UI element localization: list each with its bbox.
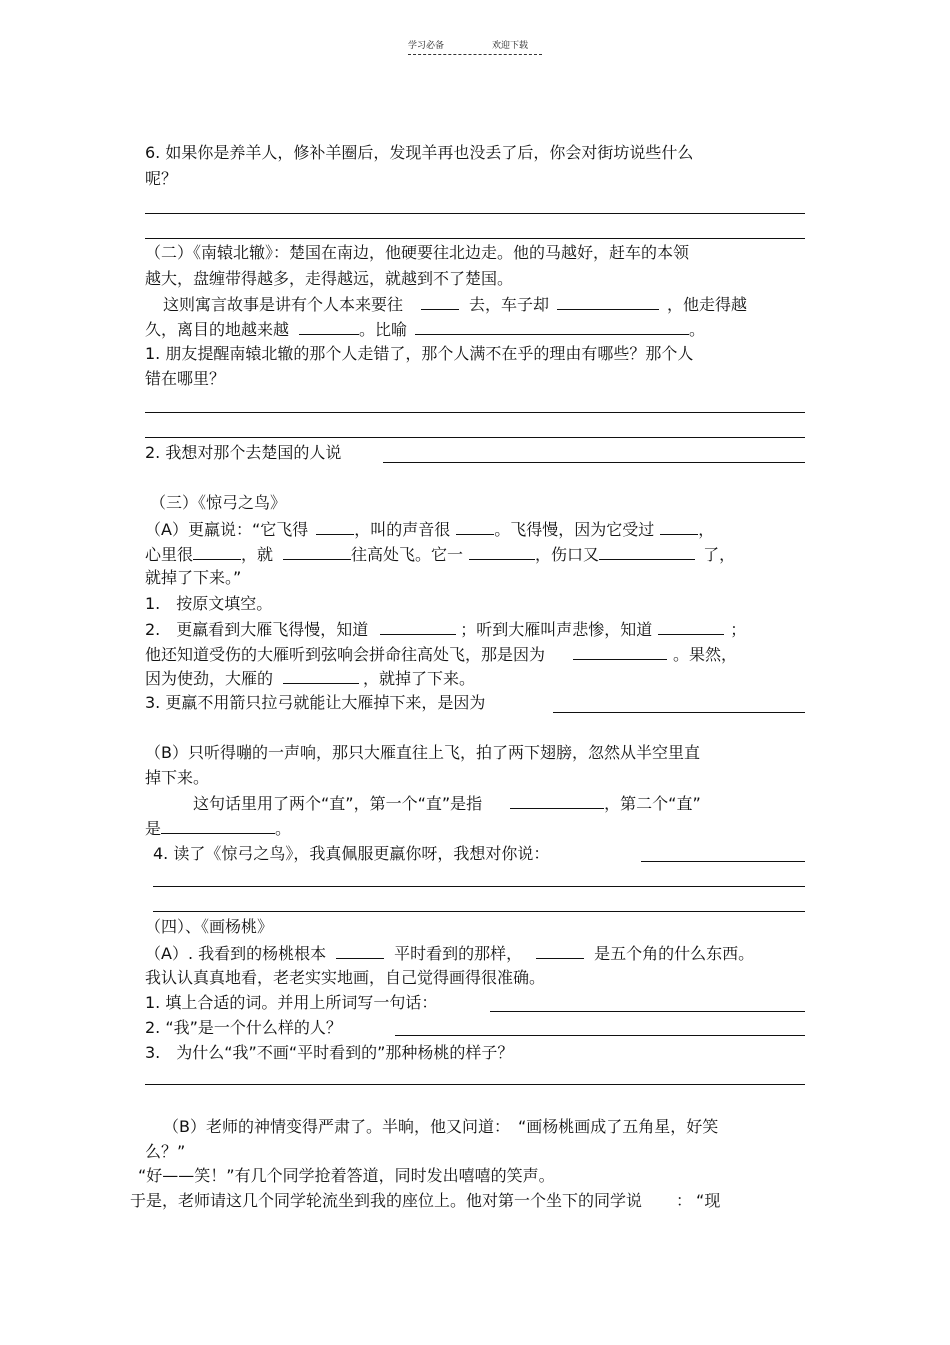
s2-fill-line2 [145, 318, 705, 341]
s2-q1-line2: 错在哪里？ [145, 369, 226, 388]
s3-q2-line2 [145, 643, 737, 666]
s2-fill1-text-a: 这则寓言故事是讲有个人本来要往 [163, 295, 404, 314]
s2-q2-answer-line[interactable] [383, 462, 805, 463]
s3-a2-text-b: ，就 [241, 545, 274, 564]
s3-b-fill-text-b: ，第二个“直” [604, 794, 701, 813]
s3-q2-line3-text-a: 因为使劲，大雁的 [145, 669, 274, 688]
s3-a-line3: 就掉了下来。” [145, 568, 242, 587]
s4-a1-text-c: 是五个角的什么东西。 [594, 944, 755, 963]
header-left: 学习必备 [408, 41, 445, 51]
s3-q4: 4. 读了《惊弓之鸟》，我真佩服更羸你呀，我想对你说： [153, 844, 550, 863]
s3-a2-text-d: ，伤口又 [535, 545, 600, 564]
s2-fill2-text-a: 久，离目的地越来越 [145, 320, 290, 339]
q6-line2: 呢？ [145, 169, 178, 188]
s3-q4-answer-line-2[interactable] [153, 911, 805, 912]
s3-q2-line2-text-b: 。果然， [673, 645, 738, 664]
s4-b-line2: 么？” [145, 1142, 186, 1161]
s3-blank-4[interactable] [193, 543, 241, 560]
s3-a1-text-b: ，叫的声音很 [354, 520, 451, 539]
s4-q2: 2. “我”是一个什么样的人？ [145, 1018, 342, 1037]
s3-b-fill-line2 [145, 817, 291, 840]
s4-title: （四）、《画杨桃》 [145, 917, 274, 936]
s3-q2-line3 [145, 667, 475, 690]
s4-b1-text-b: “画杨桃画成了五角星，好笑 [517, 1117, 719, 1136]
s4-q2-answer-line[interactable] [395, 1035, 805, 1036]
s3-q2-text-c: ； [730, 620, 747, 639]
s3-blank-6[interactable] [469, 543, 535, 560]
s4-blank-1[interactable] [336, 942, 384, 959]
s3-a-line1 [145, 518, 714, 541]
s4-q1-answer-line[interactable] [490, 1011, 805, 1012]
s3-a2-text-c: 往高处飞。它一 [351, 545, 464, 564]
s3-blank-1[interactable] [316, 518, 354, 535]
s3-q2-line2-text-a: 他还知道受伤的大雁听到弦响会拼命往高处飞，那是因为 [145, 645, 546, 664]
s3-q2-text-a: 2. 更羸看到大雁飞得慢，知道 [145, 620, 369, 639]
s3-q3: 3. 更羸不用箭只拉弓就能让大雁掉下来，是因为 [145, 693, 486, 712]
s4-b-line4 [130, 1190, 720, 1212]
s2-fill1-text-b: 去，车子却 [469, 295, 550, 314]
q6-answer-line-2[interactable] [145, 238, 805, 239]
s4-q3-answer-line[interactable] [145, 1084, 805, 1085]
s4-blank-2[interactable] [536, 942, 584, 959]
s4-q1: 1. 填上合适的词。并用上所词写一句话： [145, 993, 438, 1012]
page-header [408, 38, 528, 51]
header-right: 欢迎下载 [492, 41, 529, 51]
s3-q2-text-b: ；听到大雁叫声悲惨，知道 [460, 620, 653, 639]
s4-q3: 3. 为什么“我”不画“平时看到的”那种杨桃的样子？ [145, 1043, 514, 1062]
s3-a-line2 [145, 543, 735, 566]
s3-q3-answer-line[interactable] [553, 712, 805, 713]
s2-line1: （二）《南辕北辙》：楚国在南边，他硬要往北边走。他的马越好，赶车的本领 [145, 243, 690, 262]
s3-b-fill2-text-a: 是 [145, 819, 162, 838]
s4-a1-text-a: （A）. 我看到的杨桃根本 [145, 944, 327, 963]
s4-b-line3: “好——笑！”有几个同学抢着答道，同时发出嘻嘻的笑声。 [138, 1166, 555, 1185]
s2-fill-line1 [163, 293, 747, 316]
q6-line1: 6. 如果你是养羊人，修补羊圈后，发现羊再也没丢了后，你会对街坊说些什么 [145, 143, 694, 162]
s3-blank-13[interactable] [161, 817, 275, 834]
s2-q2: 2. 我想对那个去楚国的人说 [145, 443, 342, 462]
s2-q1-answer-line-1[interactable] [145, 412, 805, 413]
s3-blank-7[interactable] [599, 543, 695, 560]
s2-blank-4[interactable] [415, 318, 689, 335]
s3-b-fill-line1 [193, 792, 701, 815]
s3-q4-answer-line-1[interactable] [153, 886, 805, 887]
s4-a1-text-b: 平时看到的那样， [394, 944, 523, 963]
s3-blank-8[interactable] [380, 618, 456, 635]
s3-q2-line1 [145, 618, 746, 641]
s2-q1-answer-line-2[interactable] [145, 437, 805, 438]
s4-b4-text-c: “现 [696, 1191, 721, 1210]
s2-blank-2[interactable] [557, 293, 659, 310]
s3-a2-text-e: 了， [703, 545, 736, 564]
s3-blank-12[interactable] [510, 792, 604, 809]
s2-blank-1[interactable] [421, 293, 459, 310]
s2-fill2-text-b: 。比喻 [359, 320, 408, 339]
s2-blank-3[interactable] [299, 318, 359, 335]
s3-blank-5[interactable] [283, 543, 351, 560]
s2-fill1-text-c: ，他走得越 [667, 295, 748, 314]
s4-a-line1 [145, 942, 754, 965]
s4-a-line2: 我认认真真地看，老老实实地画，自己觉得画得很准确。 [145, 968, 546, 987]
q6-answer-line-1[interactable] [145, 213, 805, 214]
s4-b1-text-a: （B）老师的神情变得严肃了。半晌，他又问道： [163, 1117, 510, 1136]
s3-q1: 1. 按原文填空。 [145, 594, 273, 613]
s3-b-line1: （B）只听得嘣的一声响，那只大雁直往上飞，拍了两下翅膀，忽然从半空里直 [145, 743, 700, 762]
s3-blank-9[interactable] [658, 618, 724, 635]
s2-line2: 越大，盘缠带得越多，走得越远，就越到不了楚国。 [145, 269, 514, 288]
s2-q1-line1: 1. 朋友提醒南辕北辙的那个人走错了，那个人满不在乎的理由有哪些？那个人 [145, 344, 694, 363]
s3-b-line2: 掉下来。 [145, 768, 210, 787]
header-rule [408, 54, 542, 55]
s3-q2-line3-text-b: ，就掉了下来。 [363, 669, 476, 688]
s4-b4-text-b: ： [676, 1191, 693, 1210]
s3-title: （三）《惊弓之鸟》 [150, 493, 287, 512]
s3-a1-text-d: ， [698, 520, 715, 539]
s3-a1-text-a: （A）更羸说：“它飞得 [145, 520, 309, 539]
s3-b-fill2-text-b: 。 [275, 819, 292, 838]
s3-blank-3[interactable] [660, 518, 698, 535]
s3-a1-text-c: 。飞得慢，因为它受过 [494, 520, 655, 539]
s3-a2-text-a: 心里很 [145, 545, 194, 564]
s3-blank-11[interactable] [283, 667, 359, 684]
s3-q4-answer-line-0[interactable] [641, 861, 805, 862]
s3-blank-10[interactable] [573, 643, 667, 660]
s3-b-fill-text-a: 这句话里用了两个“直”，第一个“直”是指 [193, 794, 483, 813]
s4-b4-text-a: 于是，老师请这几个同学轮流坐到我的座位上。他对第一个坐下的同学说 [130, 1191, 643, 1210]
s3-blank-2[interactable] [456, 518, 494, 535]
s4-b-line1 [163, 1116, 718, 1138]
s2-fill2-text-c: 。 [689, 320, 706, 339]
